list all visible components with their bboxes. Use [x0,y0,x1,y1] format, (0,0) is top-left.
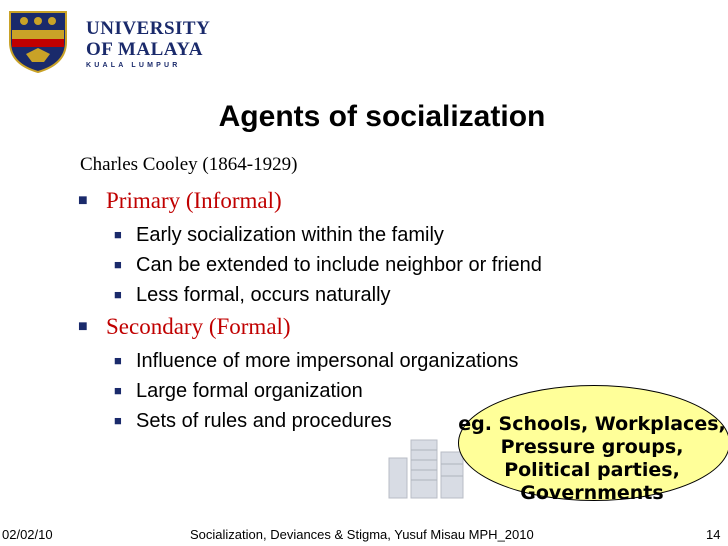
square-bullet-icon: ■ [114,413,122,428]
secondary-point-1: Influence of more impersonal organizations [136,350,519,372]
university-logo [6,8,211,72]
square-bullet-icon: ■ [114,287,122,302]
author-line: Charles Cooley (1864-1929) [80,154,298,175]
square-bullet-icon: ■ [114,227,122,242]
logo-line-2: OF MALAYA [86,39,203,60]
list-item [114,350,519,373]
callout-line-4: Governments [520,482,664,504]
square-bullet-icon: ■ [114,353,122,368]
primary-point-3: Less formal, occurs naturally [136,284,391,306]
footer-date: 02/02/10 [2,527,53,542]
square-bullet-icon: ■ [78,318,88,335]
logo-line-3: KUALA LUMPUR [86,62,181,69]
list-item [114,284,391,307]
page-number: 14 [706,527,721,542]
examples-callout-text [440,413,728,505]
callout-line-3: Political parties, [504,459,680,481]
callout-line-2: Pressure groups, [500,436,684,458]
crest-icon [6,8,70,74]
list-item [114,254,542,277]
secondary-point-2: Large formal organization [136,380,363,402]
secondary-point-3: Sets of rules and procedures [136,410,392,432]
slide-title: Agents of socialization [218,100,546,133]
primary-label: Primary (Informal) [106,188,282,213]
primary-point-2: Can be extended to include neighbor or friend [136,254,542,276]
secondary-label: Secondary (Formal) [106,314,291,339]
square-bullet-icon: ■ [114,383,122,398]
primary-heading [78,188,282,214]
footer-title: Socialization, Deviances & Stigma, Yusuf Misau MPH_2010 [190,527,534,542]
secondary-heading [78,314,291,340]
list-item [114,224,444,247]
square-bullet-icon: ■ [114,257,122,272]
logo-line-1: UNIVERSITY [86,18,211,39]
list-item [114,410,392,433]
list-item [114,380,363,403]
primary-point-1: Early socialization within the family [136,224,444,246]
square-bullet-icon: ■ [78,192,88,209]
callout-line-1: eg. Schools, Workplaces, [458,413,726,435]
